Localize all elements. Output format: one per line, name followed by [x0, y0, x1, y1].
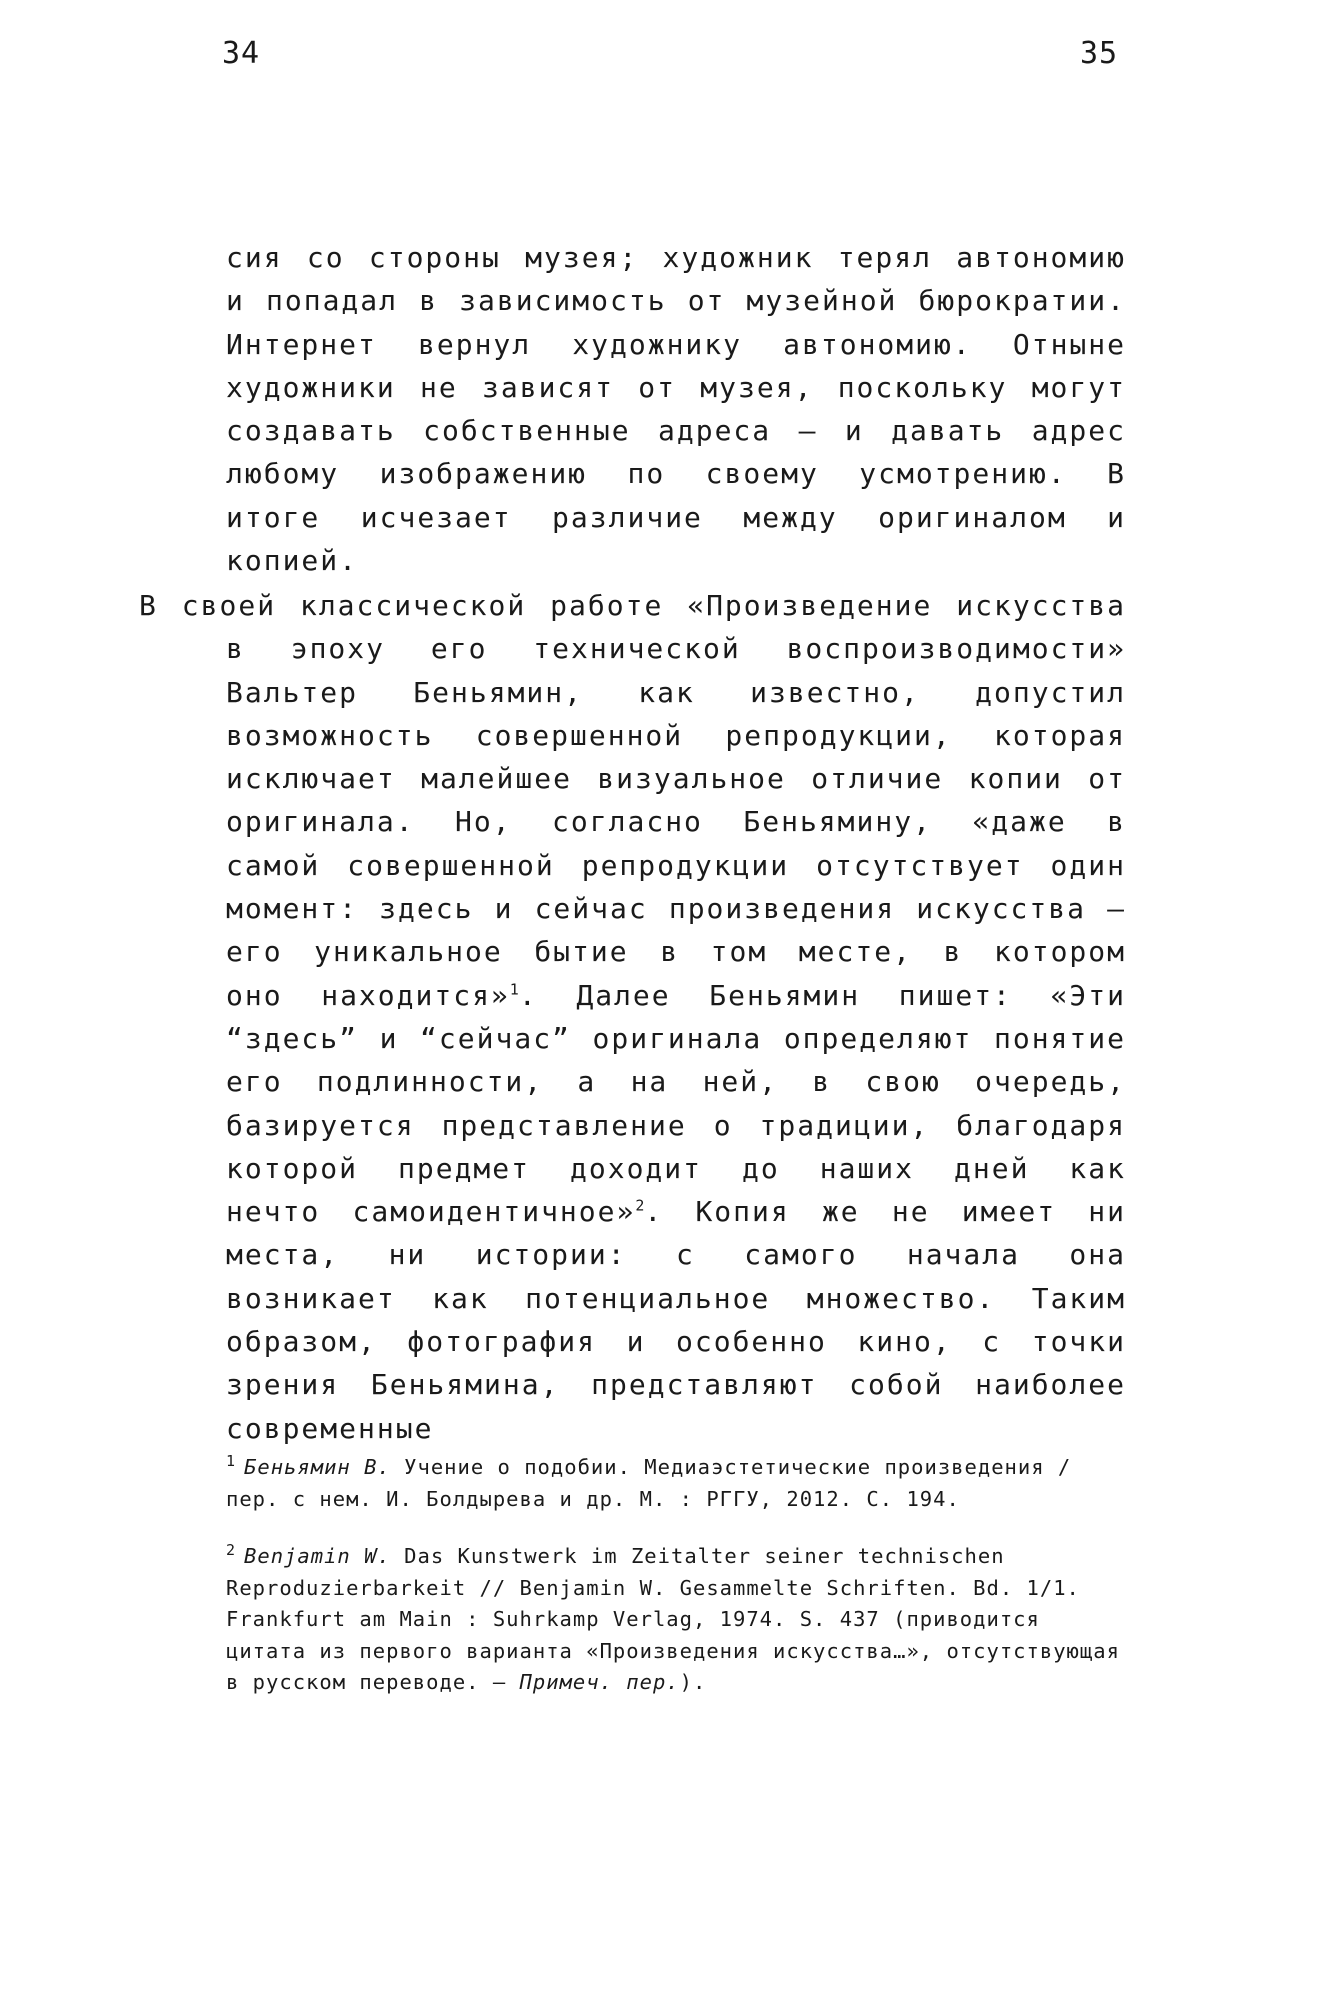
- footnote-author: Benjamin W.: [244, 1544, 391, 1568]
- paragraph-text: сия со стороны музея; художник терял автономию и попадал в зависимость от музейной бюрократии. Интернет вернул художнику автономию. Отныне художники не зависят от музея, поскольку могут создавать собственные адреса — и давать адрес любому изображению по своему усмотрению. В итоге исчезает различие между оригиналом и копией.: [226, 241, 1126, 578]
- footnote-number: 2: [226, 1541, 237, 1560]
- footnote-number: 1: [226, 1452, 237, 1471]
- paragraph-continued: [226, 236, 1126, 582]
- paragraph-benjamin: [139, 584, 1126, 1450]
- footnote-2: [226, 1541, 1126, 1699]
- paragraph-segment: . Копия же не имеет ни места, ни истории: с самого начала она возникает как потенциальное множество. Таким образом, фотография и особенно кино, с точки зрения Беньямина, представляют собой наиболее современные: [226, 1195, 1126, 1445]
- footnote-reference-2[interactable]: 2: [635, 1196, 645, 1215]
- footnote-reference-1[interactable]: 1: [509, 980, 519, 999]
- paragraph-segment: В своей классической работе «Произведение искусства в эпоху его технической воспроизводимости» Вальтер Беньямин, как известно, допустил возможность совершенной репродукции, которая исключает малейшее визуальное отличие копии от оригинала. Но, согласно Беньямину, «даже в самой совершенной репродукции отсутствует один момент: здесь и сейчас произведения искусства — его уникальное бытие в том месте, в котором оно находится»: [139, 589, 1126, 1012]
- footnote-tail: ).: [679, 1670, 707, 1694]
- footnote-translator-note: Примеч. пер.: [519, 1670, 680, 1694]
- page-number-right: 35: [1080, 36, 1119, 71]
- paragraph-segment: . Далее Беньямин пишет: «Эти “здесь” и “сейчас” оригинала определяют понятие его подлинности, а на ней, в свою очередь, базируется представление о традиции, благодаря которой предмет доходит до наших дней как нечто самоидентичное»: [226, 978, 1126, 1229]
- footnotes-section: [226, 1452, 1126, 1725]
- footnote-author: Беньямин В.: [244, 1455, 391, 1479]
- footnote-text: Учение о подобии. Медиаэстетические произведения / пер. с нем. И. Болдырева и др. М. : РГГУ, 2012. С. 194.: [226, 1455, 1072, 1511]
- footnote-1: [226, 1452, 1126, 1515]
- page-number-left: 34: [222, 36, 261, 71]
- paragraph-text: [139, 584, 1126, 1450]
- footnote-text: Das Kunstwerk im Zeitalter seiner technischen Reproduzierbarkeit // Benjamin W. Gesammelte Schriften. Bd. 1/1. Frankfurt am Main : Suhrkamp Verlag, 1974. S. 437 (приводится цитата из первого варианта «Произведения искусства…», отсутствующая в русском переводе. —: [226, 1544, 1120, 1694]
